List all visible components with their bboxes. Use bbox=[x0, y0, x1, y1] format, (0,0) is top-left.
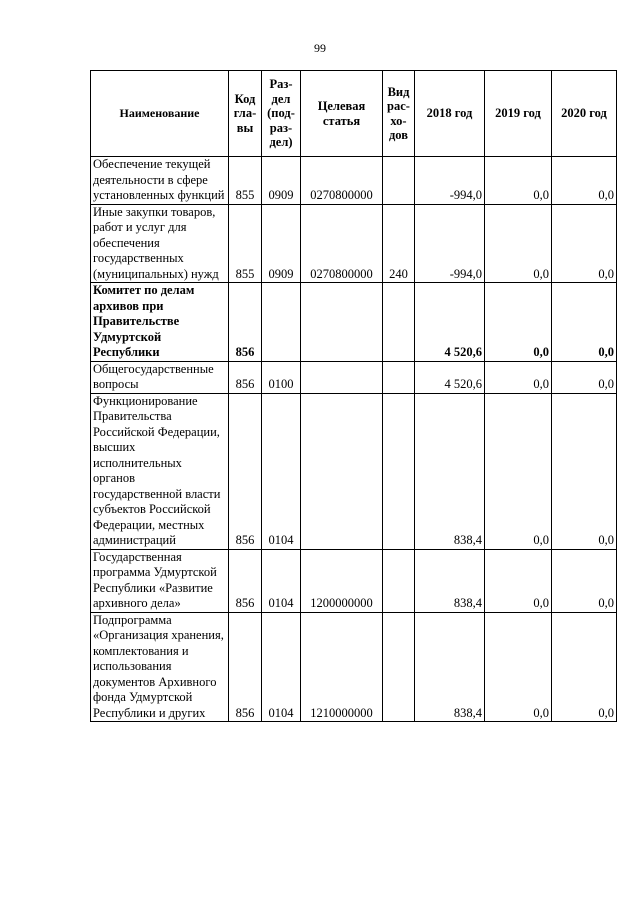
header-expense-type: Вид рас- хо- дов bbox=[383, 71, 415, 157]
row-target: 1200000000 bbox=[301, 549, 383, 612]
row-2020: 0,0 bbox=[552, 393, 617, 549]
row-code: 856 bbox=[229, 361, 262, 393]
row-2020: 0,0 bbox=[552, 549, 617, 612]
row-2018: -994,0 bbox=[415, 204, 485, 283]
row-target: 0270800000 bbox=[301, 204, 383, 283]
header-name: Наименование bbox=[91, 71, 229, 157]
table-row bbox=[91, 361, 617, 393]
table-row bbox=[91, 612, 617, 722]
header-2019: 2019 год bbox=[485, 71, 552, 157]
row-name: Функционирование Правительства Российской Федерации, высших исполнительных органов государственной власти субъектов Российской Федерации, местных администраций bbox=[91, 393, 229, 549]
row-section: 0104 bbox=[262, 549, 301, 612]
header-2020: 2020 год bbox=[552, 71, 617, 157]
row-target: 0270800000 bbox=[301, 157, 383, 205]
row-section: 0909 bbox=[262, 204, 301, 283]
row-target bbox=[301, 283, 383, 362]
header-section: Раз- дел (под- раз- дел) bbox=[262, 71, 301, 157]
row-type bbox=[383, 157, 415, 205]
row-2018: 838,4 bbox=[415, 549, 485, 612]
row-code: 855 bbox=[229, 204, 262, 283]
row-name: Обеспечение текущей деятельности в сфере установленных функций bbox=[91, 157, 229, 205]
row-2020: 0,0 bbox=[552, 283, 617, 362]
table-row bbox=[91, 283, 617, 362]
row-type bbox=[383, 549, 415, 612]
table-row bbox=[91, 393, 617, 549]
row-target bbox=[301, 361, 383, 393]
row-code: 856 bbox=[229, 549, 262, 612]
row-2018: 4 520,6 bbox=[415, 283, 485, 362]
header-chapter-code: Код гла- вы bbox=[229, 71, 262, 157]
row-2019: 0,0 bbox=[485, 612, 552, 722]
row-2019: 0,0 bbox=[485, 204, 552, 283]
table-row bbox=[91, 204, 617, 283]
row-code: 855 bbox=[229, 157, 262, 205]
row-2019: 0,0 bbox=[485, 283, 552, 362]
row-name: Государственная программа Удмуртской Республики «Развитие архивного дела» bbox=[91, 549, 229, 612]
row-2020: 0,0 bbox=[552, 612, 617, 722]
row-name: Подпрограмма «Организация хранения, комплектования и использования документов Архивного фонда Удмуртской Республики и других bbox=[91, 612, 229, 722]
row-section bbox=[262, 283, 301, 362]
row-code: 856 bbox=[229, 612, 262, 722]
row-type bbox=[383, 283, 415, 362]
table-row bbox=[91, 157, 617, 205]
row-2020: 0,0 bbox=[552, 157, 617, 205]
header-row bbox=[91, 71, 617, 157]
row-2018: 4 520,6 bbox=[415, 361, 485, 393]
row-2018: 838,4 bbox=[415, 393, 485, 549]
row-type bbox=[383, 361, 415, 393]
row-section: 0100 bbox=[262, 361, 301, 393]
row-name: Общегосударственные вопросы bbox=[91, 361, 229, 393]
row-type bbox=[383, 393, 415, 549]
header-target-item: Целевая статья bbox=[301, 71, 383, 157]
row-section: 0104 bbox=[262, 612, 301, 722]
row-2018: 838,4 bbox=[415, 612, 485, 722]
row-code: 856 bbox=[229, 393, 262, 549]
page-number: 99 bbox=[314, 41, 326, 55]
row-target: 1210000000 bbox=[301, 612, 383, 722]
row-2019: 0,0 bbox=[485, 361, 552, 393]
row-code: 856 bbox=[229, 283, 262, 362]
row-2020: 0,0 bbox=[552, 204, 617, 283]
row-2019: 0,0 bbox=[485, 393, 552, 549]
row-type bbox=[383, 612, 415, 722]
row-type: 240 bbox=[383, 204, 415, 283]
row-2019: 0,0 bbox=[485, 549, 552, 612]
budget-table bbox=[90, 70, 617, 722]
row-2020: 0,0 bbox=[552, 361, 617, 393]
row-name: Комитет по делам архивов при Правительстве Удмуртской Республики bbox=[91, 283, 229, 362]
row-name: Иные закупки товаров, работ и услуг для обеспечения государственных (муниципальных) нужд bbox=[91, 204, 229, 283]
header-2018: 2018 год bbox=[415, 71, 485, 157]
row-section: 0909 bbox=[262, 157, 301, 205]
row-2018: -994,0 bbox=[415, 157, 485, 205]
row-2019: 0,0 bbox=[485, 157, 552, 205]
row-target bbox=[301, 393, 383, 549]
row-section: 0104 bbox=[262, 393, 301, 549]
table-row bbox=[91, 549, 617, 612]
